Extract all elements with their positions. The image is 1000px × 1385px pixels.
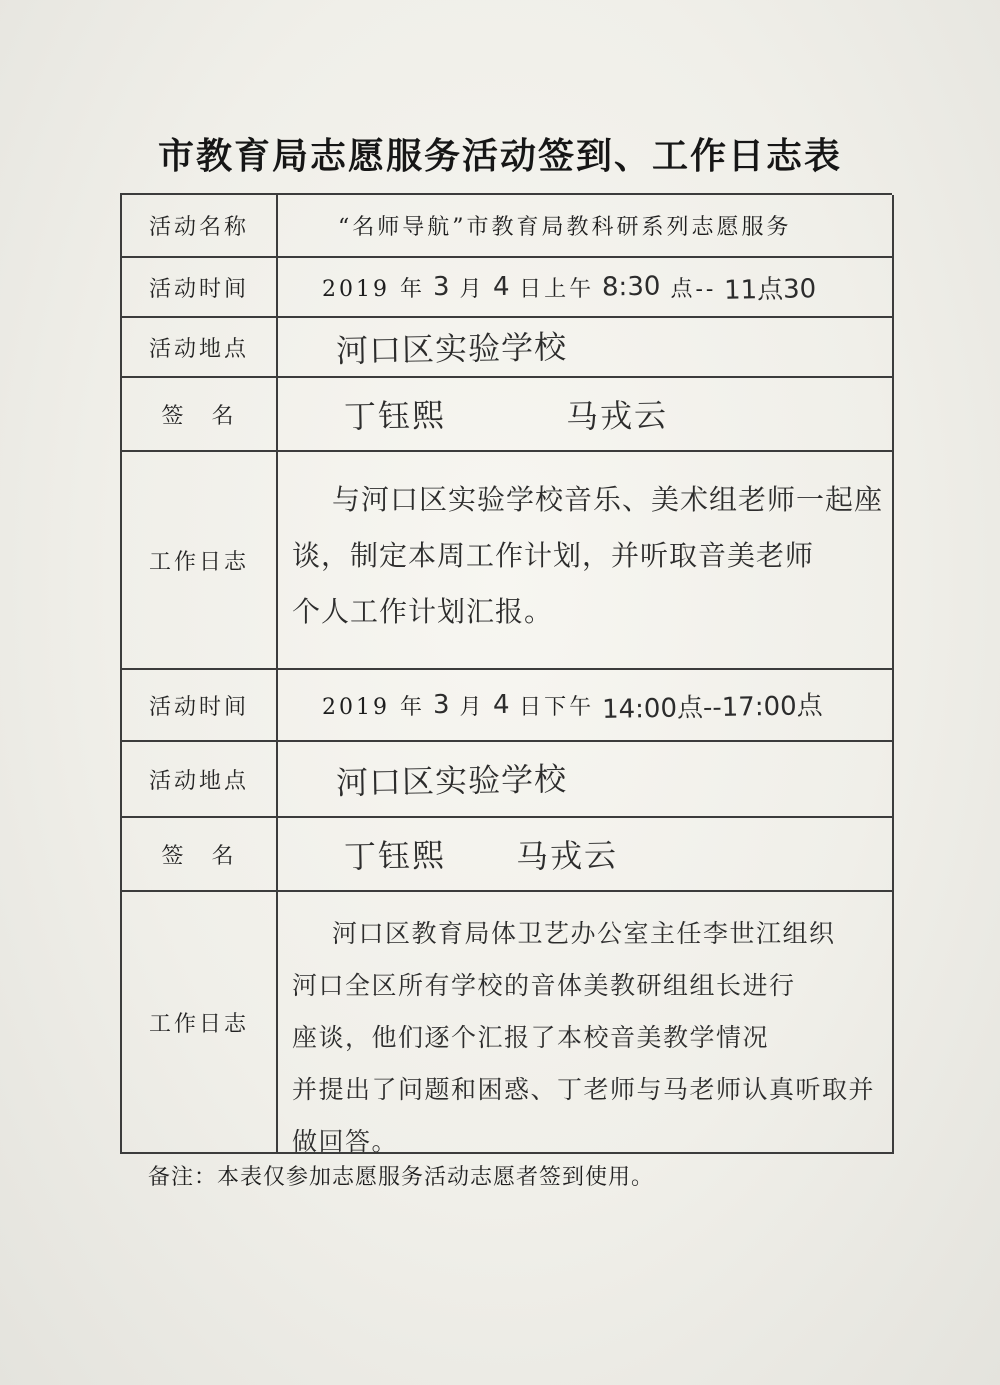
label-afternoon-location: 活动地点 [122,742,278,818]
afternoon-time-month-unit: 月 [459,694,485,720]
morning-time-value [278,258,894,318]
morning-time-day-handwritten: 4 [492,271,510,303]
morning-log-line: 个人工作计划汇报。 [292,595,554,628]
afternoon-log-line: 河口全区所有学校的音体美教研组组长进行 [292,971,796,1000]
morning-work-log-value [278,452,894,670]
morning-location-handwritten: 河口区实验学校 [335,327,568,371]
label-afternoon-work-log: 工作日志 [122,892,278,1154]
label-morning-time: 活动时间 [122,258,278,318]
morning-signature-value [278,378,894,452]
morning-log-line: 与河口区实验学校音乐、美术组老师一起座 [332,483,884,516]
afternoon-location-value [278,742,894,818]
morning-time-day-unit: 日上午 [519,276,595,302]
activity-name-value: “名师导航”市教育局教科研系列志愿服务 [278,195,894,258]
afternoon-time-value [278,670,894,742]
document-title: 市教育局志愿服务活动签到、工作日志表 [157,135,842,177]
morning-signature-1: 丁钰熙 [343,396,447,436]
footnote: 备注：本表仅参加志愿服务活动志愿者签到使用。 [148,1165,655,1190]
morning-time-end-handwritten: 11点30 [724,273,817,306]
afternoon-signature-1: 丁钰熙 [343,836,447,876]
sign-in-log-table [120,193,892,1154]
morning-log-line: 谈，制定本周工作计划，并听取音美老师 [292,539,815,572]
afternoon-time-day-handwritten: 4 [492,689,510,721]
afternoon-signature-2: 马戎云 [515,836,619,876]
morning-time-start-handwritten: 8:30 [601,271,661,303]
morning-time-separator: 点-- [670,276,717,302]
afternoon-time-range-handwritten: 14:00点--17:00点 [601,690,824,725]
afternoon-log-line: 并提出了问题和困惑、丁老师与马老师认真听取并 [292,1075,876,1104]
afternoon-log-line: 河口区教育局体卫艺办公室主任李世江组织 [332,919,836,948]
afternoon-work-log-value [278,892,894,1154]
morning-signature-2: 马戎云 [565,396,669,436]
morning-location-value [278,318,894,378]
label-morning-location: 活动地点 [122,318,278,378]
label-morning-signature: 签 名 [122,378,278,452]
afternoon-time-day-unit: 日下午 [519,694,595,720]
label-morning-work-log: 工作日志 [122,452,278,670]
label-afternoon-signature: 签 名 [122,818,278,892]
afternoon-log-line: 做回答。 [292,1127,399,1156]
afternoon-location-handwritten: 河口区实验学校 [335,759,568,803]
morning-time-year: 2019 年 [322,276,425,302]
afternoon-signature-value [278,818,894,892]
label-activity-name: 活动名称 [122,195,278,258]
afternoon-log-line: 座谈，他们逐个汇报了本校音美教学情况 [292,1023,770,1052]
label-afternoon-time: 活动时间 [122,670,278,742]
morning-time-month-unit: 月 [459,276,485,302]
afternoon-time-year: 2019 年 [322,694,425,720]
morning-time-month-handwritten: 3 [432,271,450,303]
afternoon-time-month-handwritten: 3 [432,689,450,721]
